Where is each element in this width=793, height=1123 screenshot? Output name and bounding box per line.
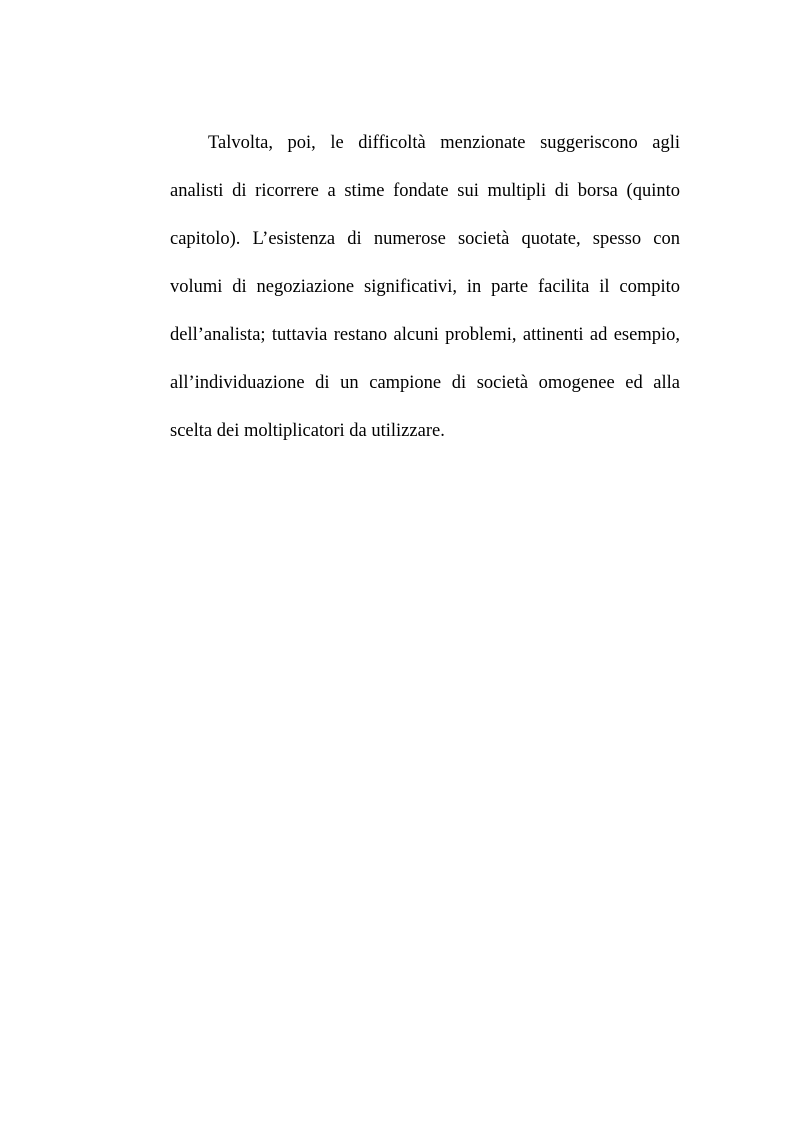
paragraph-line: Talvolta, poi, le difficoltà menzionate suggeriscono agli: [208, 133, 680, 153]
body-paragraph: [170, 129, 680, 465]
paragraph-line: capitolo). L’esistenza di numerose società quotate, spesso con: [170, 229, 680, 249]
paragraph-line: volumi di negoziazione significativi, in parte facilita il compito: [170, 277, 680, 297]
paragraph-line: analisti di ricorrere a stime fondate sui multipli di borsa (quinto: [170, 181, 680, 201]
paragraph-line: all’individuazione di un campione di società omogenee ed alla: [170, 373, 680, 393]
paragraph-line: scelta dei moltiplicatori da utilizzare.: [170, 421, 445, 441]
paragraph-line: dell’analista; tuttavia restano alcuni problemi, attinenti ad esempio,: [170, 325, 680, 345]
